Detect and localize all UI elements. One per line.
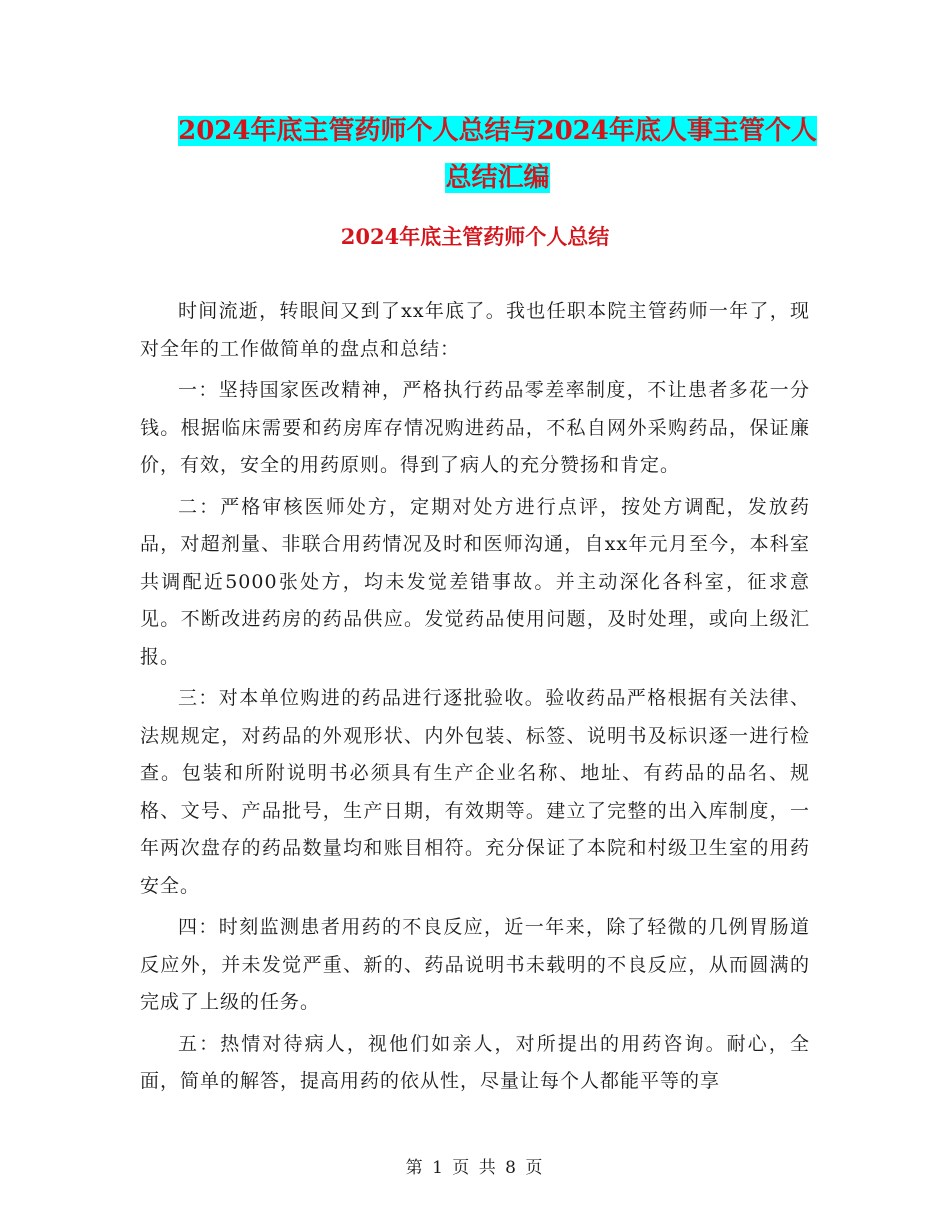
document-title-line-1: 2024年底主管药师个人总结与2024年底人事主管个人	[178, 116, 817, 146]
paragraph-intro: 时间流逝，转眼间又到了xx年底了。我也任职本院主管药师一年了，现对全年的工作做简单的盘点和总结：	[140, 300, 810, 360]
paragraph-item-2: 二：严格审核医师处方，定期对处方进行点评，按处方调配，发放药品，对超剂量、非联合用药情况及时和医师沟通，自xx年元月至今，本科室共调配近5000张处方，均未发觉差错事故。并主动深化各科室，征求意见。不断改进药房的药品供应。发觉药品使用问题，及时处理，或向上级汇报。	[140, 495, 810, 668]
paragraph-item-3: 三：对本单位购进的药品进行逐批验收。验收药品严格根据有关法律、法规规定，对药品的外观形状、内外包装、标签、说明书及标识逐一进行检查。包装和所附说明书必须具有生产企业名称、地址、有药品的品名、规格、文号、产品批号，生产日期，有效期等。建立了完整的出入库制度，一年两次盘存的药品数量均和账目相符。充分保证了本院和村级卫生室的用药安全。	[140, 687, 810, 897]
page-number-footer: 第 1 页 共 8 页	[405, 1158, 545, 1178]
document-title-line-2: 总结汇编	[445, 163, 550, 193]
paragraph-item-5: 五：热情对待病人，视他们如亲人，对所提出的用药咨询。耐心，全面，简单的解答，提高用药的依从性，尽量让每个人都能平等的享	[140, 1032, 810, 1092]
paragraph-item-1: 一：坚持国家医改精神，严格执行药品零差率制度，不让患者多花一分钱。根据临床需要和药房库存情况购进药品，不私自网外采购药品，保证廉价，有效，安全的用药原则。得到了病人的充分赞扬和肯定。	[140, 379, 810, 476]
document-title	[140, 108, 855, 202]
section-title: 2024年底主管药师个人总结	[340, 224, 610, 249]
paragraph-item-4: 四：时刻监测患者用药的不良反应，近一年来，除了轻微的几例胃肠道反应外，并未发觉严重、新的、药品说明书未载明的不良反应，从而圆满的完成了上级的任务。	[140, 916, 810, 1013]
document-body	[140, 293, 810, 1105]
